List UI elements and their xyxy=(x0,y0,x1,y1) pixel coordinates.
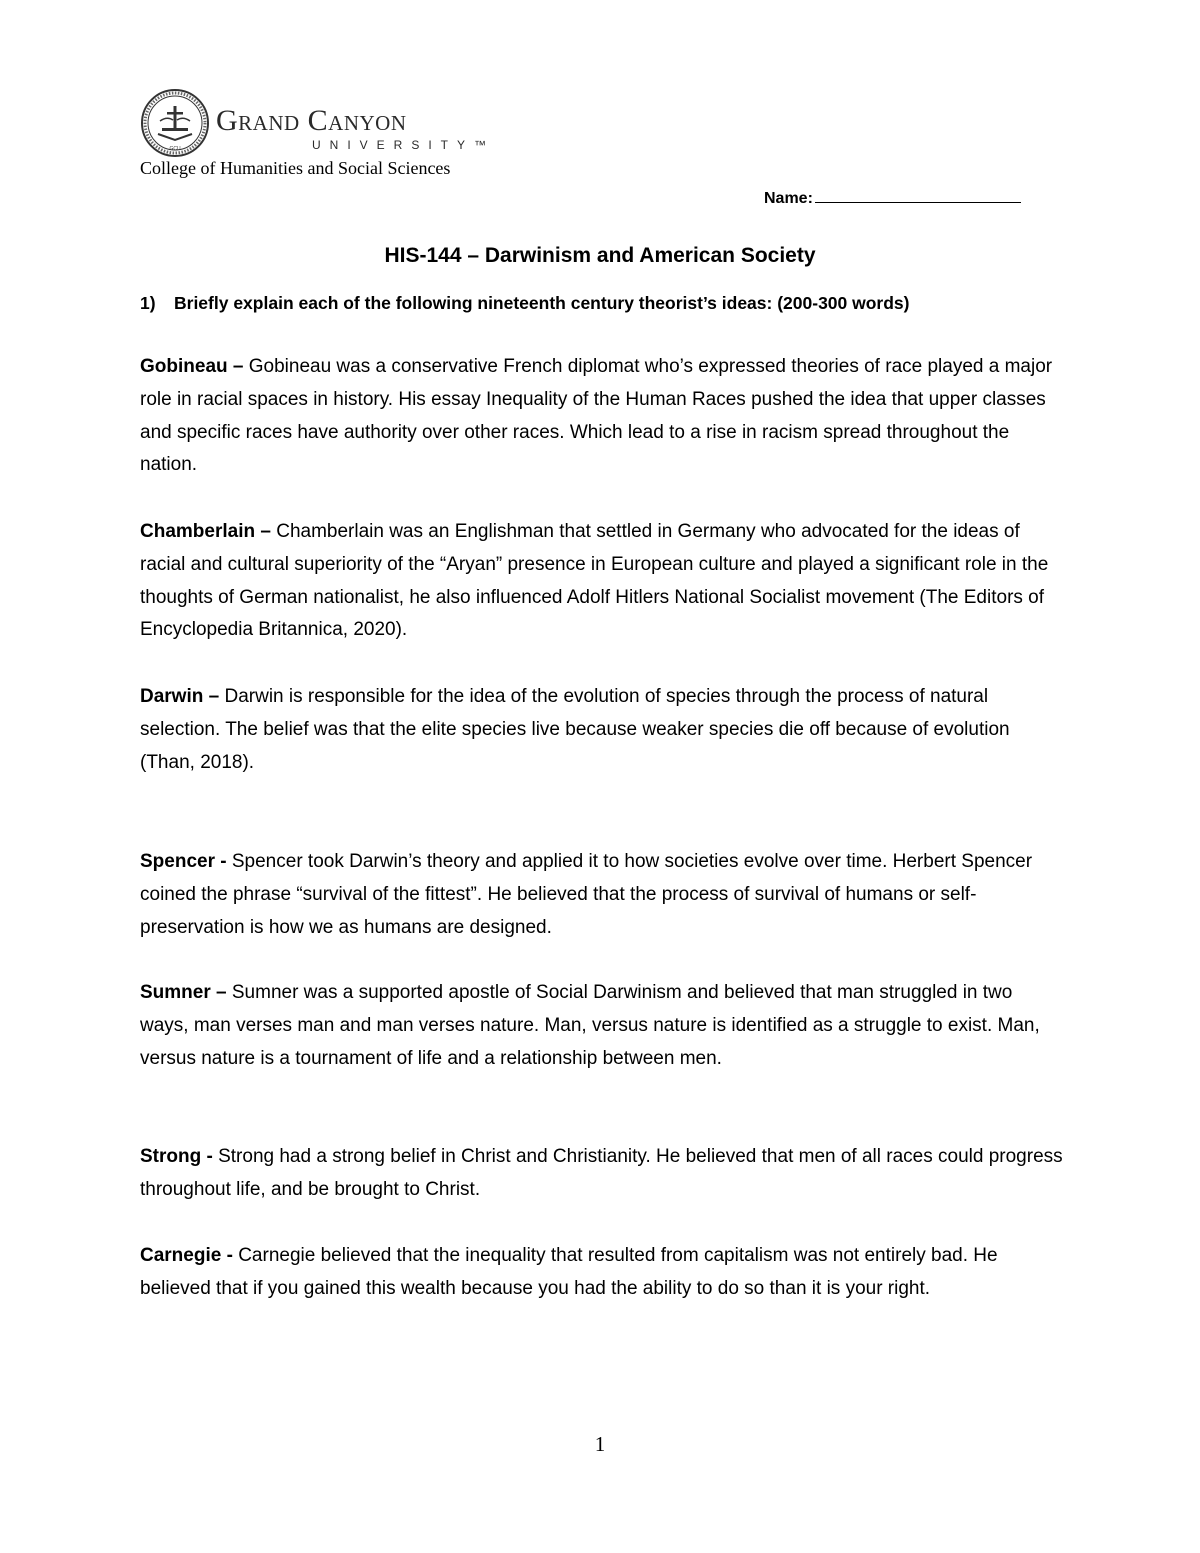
entry-strong xyxy=(140,1141,1065,1207)
university-name: Grand Canyon xyxy=(216,104,407,137)
entry-label: Carnegie - xyxy=(140,1245,233,1266)
document-title: HIS-144 – Darwinism and American Society xyxy=(384,244,816,267)
entry-darwin xyxy=(140,681,1065,779)
entry-text: Carnegie believed that the inequality that resulted from capitalism was not entirely bad. He believed that if you gained this wealth because you had the ability to do so than it is your right. xyxy=(140,1245,998,1299)
university-wordmark xyxy=(216,106,495,152)
entry-text: Darwin is responsible for the idea of the evolution of species through the process of natural selection. The belief was that the elite species live because weaker species die off because of evolution (Than, 2018). xyxy=(140,686,1010,773)
page-number: 1 xyxy=(594,1432,606,1456)
entry-sumner xyxy=(140,977,1065,1075)
entry-label: Strong - xyxy=(140,1146,213,1167)
entry-label: Sumner – xyxy=(140,982,227,1003)
entry-text: Gobineau was a conservative French diplomat who’s expressed theories of race played a major role in racial spaces in history. His essay Inequality of the Human Races pushed the idea that upper classes and specific races have authority over other races. Which lead to a rise in racism spread throughout the nation. xyxy=(140,356,1053,476)
entry-text: Strong had a strong belief in Christ and Christianity. He believed that men of all races could progress throughout life, and be brought to Christ. xyxy=(140,1146,1063,1200)
entry-label: Chamberlain – xyxy=(140,521,271,542)
seal-text: GCU xyxy=(169,146,181,152)
question-text: Briefly explain each of the following nineteenth century theorist’s ideas: (200-300 words) xyxy=(174,293,910,313)
entry-label: Darwin – xyxy=(140,686,220,707)
college-name: College of Humanities and Social Sciences xyxy=(140,158,451,178)
question-prompt xyxy=(140,293,910,314)
entry-spencer xyxy=(140,846,1065,944)
name-field xyxy=(764,188,1021,208)
entry-label: Spencer - xyxy=(140,851,227,872)
name-blank-line xyxy=(815,188,1021,203)
university-seal-icon xyxy=(140,88,210,158)
entry-text: Sumner was a supported apostle of Social Darwinism and believed that man struggled in two ways, man verses man and man verses nature. Man, versus nature is identified as a struggle to exist. Man, versus nature is a tournament of life and a relationship between men. xyxy=(140,982,1040,1069)
question-number: 1) xyxy=(140,293,156,313)
entry-label: Gobineau – xyxy=(140,356,244,377)
name-label: Name: xyxy=(764,190,813,207)
entry-chamberlain xyxy=(140,516,1065,647)
university-subtitle: UNIVERSITY™ xyxy=(312,138,496,152)
entry-carnegie xyxy=(140,1240,1065,1306)
entry-gobineau xyxy=(140,351,1065,482)
entry-text: Spencer took Darwin’s theory and applied it to how societies evolve over time. Herbert Spencer coined the phrase “survival of the fittest”. He believed that the process of survival of humans or self- preservation is how we as humans are designed. xyxy=(140,851,1033,938)
entry-text: Chamberlain was an Englishman that settled in Germany who advocated for the ideas of racial and cultural superiority of the “Aryan” presence in European culture and played a significant role in the thoughts of German nationalist, he also influenced Adolf Hitlers National Socialist movement (The Editors of Encyclopedia Britannica, 2020). xyxy=(140,521,1049,641)
